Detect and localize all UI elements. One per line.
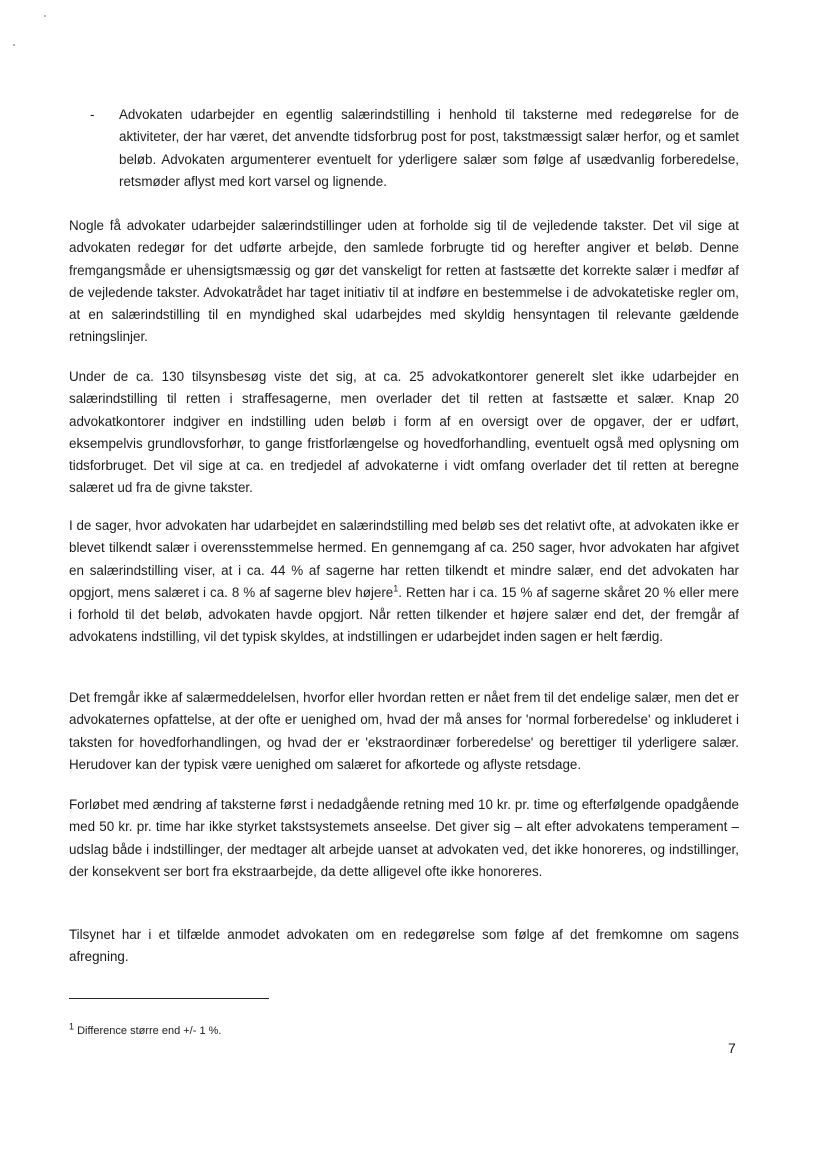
footnote [69,1021,222,1038]
bullet-text: Advokaten udarbejder en egentlig salærindstilling i henhold til taksterne med redegørelse for de aktiviteter, der har været, det anvendte tidsforbrug post for post, takstmæssigt salær herfor, og et samlet beløb. Advokaten argumenterer eventuelt for yderligere salær som følge af usædvanlig forberedelse, retsmøder aflyst med kort varsel og lignende. [119,107,739,189]
paragraph-5: Forløbet med ændring af taksterne først i nedadgående retning med 10 kr. pr. time og efterfølgende opadgående med 50 kr. pr. time har ikke styrket takstsystemets anseelse. Det giver sig – alt efter advokatens temperament – udslag både i indstillinger, der medtager alt arbejde uanset at advokaten ved, det ikke honoreres, og indstillinger, der konsekvent ser bort fra ekstraarbejde, da dette alligevel ofte ikke honoreres. [69,797,739,879]
paragraph-4: Det fremgår ikke af salærmeddelelsen, hvorfor eller hvordan retten er nået frem til det endelige salær, men det er advokaternes opfattelse, at der ofte er uenighed om, hvad der må anses for 'normal forberedelse' og inkluderet i taksten for hovedforhandlingen, og hvad der er 'ekstraordinær forberedelse' og berettiger til yderligere salær. Herudover kan der typisk være uenighed om salæret for afkortede og aflyste retsdage. [69,690,739,772]
page-number: 7 [728,1040,736,1056]
footnote-text: Difference større end +/- 1 %. [74,1025,222,1037]
paragraph-3-text-cont: . Retten har i ca. 15 % af sagerne skåret 20 % eller mere i forhold til det beløb, advokaten havde opgjort. Når retten tilkender et højere salær end det, der fremgår af advokatens indstilling, vil det typisk skyldes, at indstillingen er udarbejdet inden sagen er helt færdig. [69,584,739,645]
scan-speck [13,44,15,46]
paragraph-2: Under de ca. 130 tilsynsbesøg viste det sig, at ca. 25 advokatkontorer generelt slet ikke udarbejder en salærindstilling til retten i straffesagerne, men overlader det til retten at fastsætte et salær. Knap 20 advokatkontorer indgiver en indstilling uden beløb i form af en oversigt over de opgaver, der er udført, eksempelvis grundlovsforhør, to gange fristforlængelse og hovedforhandling, eventuelt også med oplysning om tidsforbruget. Det vil sige at ca. en tredjedel af advokaterne i vidt omfang overlader det til retten at beregne salæret ud fra de givne takster. [69,369,739,496]
scan-speck [44,15,46,17]
paragraph-3-text: I de sager, hvor advokaten har udarbejdet en salærindstilling med beløb ses det relativt ofte, at advokaten ikke er blevet tilkendt salær i overensstemmelse hermed. En gennemgang af ca. 250 sager, hvor advokaten har afgivet en salærindstilling viser, at i ca. 44 % af sagerne har retten tilkendt et mindre salær, end det advokaten har opgjort, mens salæret i ca. 8 % af sagerne blev højere [69,518,739,600]
paragraph-6: Tilsynet har i et tilfælde anmodet advokaten om en redegørelse som følge af det fremkomne om sagens afregning. [69,927,739,965]
footnote-reference: 1 [393,583,399,594]
bullet-item [90,104,739,193]
paragraph-3 [69,515,739,649]
footnote-number: 1 [69,1021,75,1032]
footnote-divider [69,998,269,999]
bullet-marker: - [90,107,95,122]
paragraph-1: Nogle få advokater udarbejder salærindstillinger uden at forholde sig til de vejledende takster. Det vil sige at advokaten redegør for det udførte arbejde, den samlede forbrugte tid og herefter angiver et beløb. Denne fremgangsmåde er uhensigtsmæssig og gør det vanskeligt for retten at fastsætte det korrekte salær i medfør af de vejledende takster. Advokatrådet har taget initiativ til at indføre en bestemmelse i de advokatetiske regler om, at en salærindstilling til en myndighed skal udarbejdes med skyldig hensyntagen til relevante gældende retningslinjer. [69,218,739,345]
